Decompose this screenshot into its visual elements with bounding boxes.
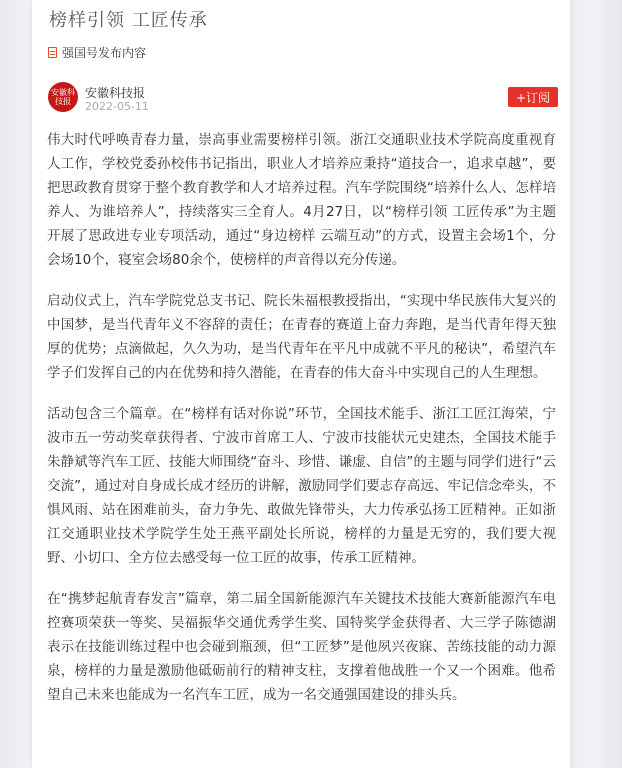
document-icon xyxy=(48,47,57,58)
article-paragraph: 活动包含三个篇章。在“榜样有话对你说”环节，全国技术能手、浙江工匠江海荣，宁波市五一劳动奖章获得者、宁波市首席工人、宁波市技能状元史建杰，全国技术能手朱静斌等汽车工匠、技能大师围绕“奋斗、珍惜、谦虚、自信”的主题与同学们进行“云交流”，通过对自身成长成才经历的讲解，激励同学们要志存高远、牢记信念牵头，不惧风雨、站在困难前头，奋力争先、敢做先锋带头，大力传承弘扬工匠精神。正如浙江交通职业技术学院学生处王燕平副处长所说，榜样的力量是无穷的，我们要大视野、小切口、全方位去感受每一位工匠的故事，传承工匠精神。 xyxy=(47,406,556,566)
article-paragraph: 伟大时代呼唤青春力量，崇高事业需要榜样引领。浙江交通职业技术学院高度重视育人工作，学校党委孙校伟书记指出，职业人才培养应秉持“道技合一，追求卓越”，要把思政教育贯穿于整个教育教学和人才培养过程。汽车学院围绕“培养什么人、怎样培养人、为谁培养人”，持续落实三全育人。4月27日，以“榜样引领 工匠传承”为主题开展了思政进专业专项活动，通过“身边榜样 云端互动”的方式，设置主会场1个，分会场10个，寝室会场80余个，使榜样的声音得以充分传递。 xyxy=(47,132,556,268)
page-background-right xyxy=(590,0,622,768)
subscribe-button[interactable]: +订阅 xyxy=(508,87,558,107)
article-paragraph: 在“携梦起航青春发言”篇章，第二届全国新能源汽车关键技术技能大赛新能源汽车电控赛项荣获一等奖、吴福振华交通优秀学生奖、国特奖学金获得者、大三学子陈德湖表示在技能训练过程中也会碰到瓶颈，但“工匠梦”是他夙兴夜寐、苦练技能的动力源泉，榜样的力量是激励他砥砺前行的精神支柱，支撑着他战胜一个又一个困难。他希望自己未来也能成为一名汽车工匠，成为一名交通强国建设的排头兵。 xyxy=(47,591,556,703)
article-body xyxy=(47,128,556,724)
article-card xyxy=(32,0,570,768)
publish-date: 2022-05-11 xyxy=(85,100,149,113)
author-row xyxy=(48,82,558,114)
article-title: 榜样引领 工匠传承 xyxy=(49,10,208,31)
avatar-logo-text: 安徽科技报 xyxy=(51,88,75,106)
page-background-left xyxy=(0,0,32,768)
source-label: 强国号发布内容 xyxy=(62,45,147,60)
author-avatar[interactable] xyxy=(48,82,78,112)
source-badge xyxy=(48,44,146,60)
author-name[interactable]: 安徽科技报 xyxy=(85,86,146,100)
article-paragraph: 启动仪式上，汽车学院党总支书记、院长朱福根教授指出，“实现中华民族伟大复兴的中国梦，是当代青年义不容辞的责任；在青春的赛道上奋力奔跑，是当代青年得天独厚的优势；点滴做起，久久为功，是当代青年在平凡中成就不平凡的秘诀”，希望汽车学子们发挥自己的内在优势和持久潜能，在青春的伟大奋斗中实现自己的人生理想。 xyxy=(47,293,556,381)
